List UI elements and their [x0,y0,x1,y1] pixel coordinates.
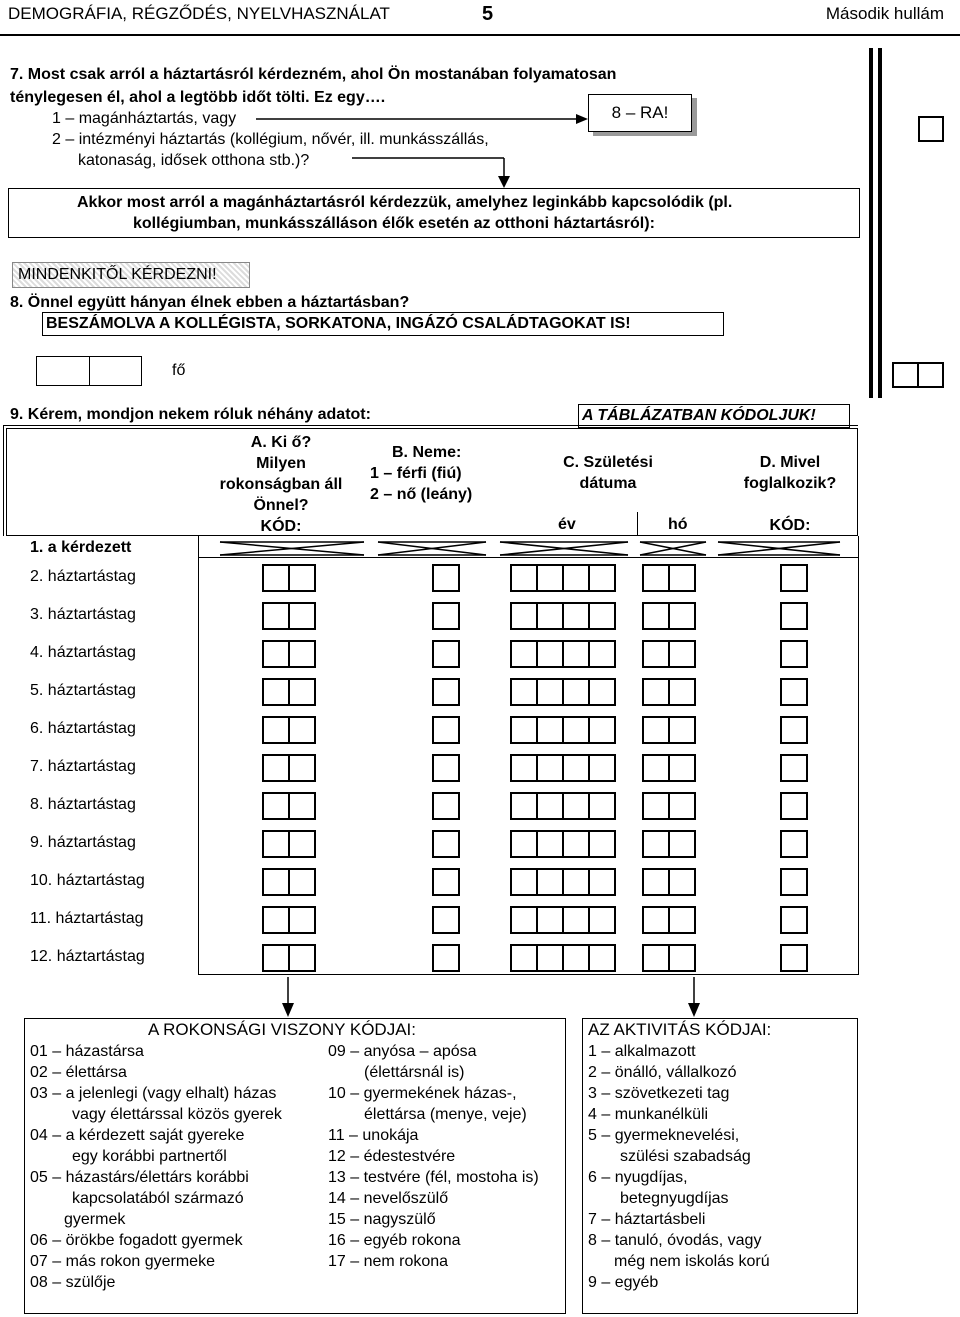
col-c-line1: C. Születési [563,454,653,471]
table-row-label: 11. háztartástag [30,910,144,927]
row-5-year-c-box[interactable] [510,678,538,706]
row-7-sex-b-box[interactable] [432,754,460,782]
row-12-month-c-box[interactable] [642,944,670,972]
row-8-year-c-box[interactable] [510,792,538,820]
code-item: 3 – szövetkezeti tag [588,1085,730,1102]
col-d-line2: foglalkozik? [743,475,837,492]
row-7-code-a-box[interactable] [262,754,290,782]
row-12-code-a-box[interactable] [288,944,316,972]
row-8-year-c-box[interactable] [562,792,590,820]
activity-title: AZ AKTIVITÁS KÓDJAI: [588,1020,772,1039]
row-3-year-c-box[interactable] [562,602,590,630]
page-number: 5 [482,3,494,25]
row-4-month-c-box[interactable] [668,640,696,668]
col-a-line2: Milyen [256,455,306,472]
row-6-activity-d-box[interactable] [780,716,808,744]
row-10-activity-d-box[interactable] [780,868,808,896]
code-item: 6 – nyugdíjas, [588,1169,688,1186]
code-item: 15 – nagyszülő [328,1211,436,1228]
row-2-year-c-box[interactable] [510,564,538,592]
wave-label: Második hullám [825,4,944,23]
code-item: 7 – háztartásbeli [588,1211,706,1228]
row-4-code-a-box[interactable] [288,640,316,668]
code-item: 16 – egyéb rokona [328,1232,461,1249]
row-6-month-c-box[interactable] [668,716,696,744]
row-10-year-c-box[interactable] [536,868,564,896]
code-item: kapcsolatából származó [72,1190,244,1207]
table-row-label: 12. háztartástag [30,948,145,965]
code-item: 5 – gyermeknevelési, [588,1127,740,1144]
code-item: 05 – házastárs/élettárs korábbi [30,1169,249,1186]
q7-followup-line1: Akkor most arról a magánháztartásról kérdezzük, amelyhez leginkább kapcsolódik (pl. [77,194,733,211]
row-10-sex-b-box[interactable] [432,868,460,896]
q7-text-line1: 7. Most csak arról a háztartásról kérdezném, ahol Ön mostanában folyamatosan [10,66,617,83]
col-d-code: KÓD: [769,517,811,534]
code-item: 02 – élettársa [30,1064,127,1081]
q7-followup-box [8,188,860,238]
row-3-year-c-box[interactable] [536,602,564,630]
row-10-month-c-box[interactable] [642,868,670,896]
row-11-sex-b-box[interactable] [432,906,460,934]
code-item: élettársa (menye, veje) [364,1106,527,1123]
row-7-month-c-box[interactable] [668,754,696,782]
code-item: vagy élettárssal közös gyerek [72,1106,282,1123]
row-10-month-c-box[interactable] [668,868,696,896]
row-11-code-a-box[interactable] [262,906,290,934]
col-b-line3: 2 – nő (leány) [370,486,473,503]
margin-bar-2 [878,48,882,398]
row-12-year-c-box[interactable] [588,944,616,972]
col-c-month: hó [668,516,688,533]
code-item: gyermek [64,1211,126,1228]
row-9-year-c-box[interactable] [562,830,590,858]
row-7-code-a-box[interactable] [288,754,316,782]
table-row-label: 1. a kérdezett [30,539,132,556]
row-5-year-c-box[interactable] [588,678,616,706]
row-6-year-c-box[interactable] [562,716,590,744]
col-b-line2: 1 – férfi (fiú) [370,465,462,482]
q8-digit-box-2[interactable] [89,356,142,386]
row-7-year-c-box[interactable] [588,754,616,782]
q7-option-2a: 2 – intézményi háztartás (kollégium, nővér, ill. munkásszállás, [52,131,489,148]
q8-question: 8. Önnel együtt hányan élnek ebben a háztartásban? [10,294,410,311]
code-item: 01 – házastársa [30,1043,144,1060]
row-3-code-a-box[interactable] [288,602,316,630]
code-item: szülési szabadság [620,1148,751,1165]
table-row-label: 10. háztartástag [30,872,145,889]
row-9-sex-b-box[interactable] [432,830,460,858]
row-10-code-a-box[interactable] [262,868,290,896]
code-item: 14 – nevelőszülő [328,1190,449,1207]
table-body-left-rule [198,536,199,975]
header-title: DEMOGRÁFIA, RÉGZŐDÉS, NYELVHASZNÁLAT [8,4,390,23]
row-7-year-c-box[interactable] [562,754,590,782]
q7-followup-line2: kollégiumban, munkásszálláson élők esetén az otthoni háztartásról): [133,215,655,232]
row-2-sex-b-box[interactable] [432,564,460,592]
row-3-activity-d-box[interactable] [780,602,808,630]
row-7-year-c-box[interactable] [510,754,538,782]
row-9-year-c-box[interactable] [510,830,538,858]
code-item: 10 – gyermekének házas-, [328,1085,517,1102]
code-item: 13 – testvére (fél, mostoha is) [328,1169,539,1186]
q8-digit-box-1[interactable] [36,356,90,386]
row-12-activity-d-box[interactable] [780,944,808,972]
row-12-year-c-box[interactable] [562,944,590,972]
row-8-code-a-box[interactable] [288,792,316,820]
row-6-year-c-box[interactable] [588,716,616,744]
row-12-year-c-box[interactable] [510,944,538,972]
code-item: 1 – alkalmazott [588,1043,696,1060]
table-row-label: 2. háztartástag [30,568,136,585]
row-8-year-c-box[interactable] [588,792,616,820]
row-11-year-c-box[interactable] [562,906,590,934]
row-2-year-c-box[interactable] [588,564,616,592]
code-item: (élettársnál is) [364,1064,465,1081]
row-6-sex-b-box[interactable] [432,716,460,744]
col-d-header [720,452,860,536]
row-8-month-c-box[interactable] [668,792,696,820]
table-row-label: 8. háztartástag [30,796,136,813]
row-10-year-c-box[interactable] [588,868,616,896]
q9-instruction: A TÁBLÁZATBAN KÓDOLJUK! [582,407,816,424]
row-7-month-c-box[interactable] [642,754,670,782]
row-3-year-c-box[interactable] [510,602,538,630]
col-a-header [200,432,362,537]
q8-note: BESZÁMOLVA A KOLLÉGISTA, SORKATONA, INGÁZÓ CSALÁDTAGOKAT IS! [46,315,631,332]
row-12-sex-b-box[interactable] [432,944,460,972]
row-7-year-c-box[interactable] [536,754,564,782]
row-12-code-a-box[interactable] [262,944,290,972]
q7-answer-box[interactable] [918,116,944,142]
col-a-line1: A. Ki ő? [250,434,312,451]
code-item: egy korábbi partnertől [72,1148,227,1165]
row-4-month-c-box[interactable] [642,640,670,668]
row-8-sex-b-box[interactable] [432,792,460,820]
table-row-label: 7. háztartástag [30,758,136,775]
q8-code-box-2[interactable] [917,362,944,388]
row-4-year-c-box[interactable] [588,640,616,668]
table-body-right-rule [858,536,859,975]
q8-instruction: MINDENKITŐL KÉRDEZNI! [18,266,217,283]
col-a-line4: Önnel? [253,497,309,514]
row-3-month-c-box[interactable] [642,602,670,630]
q9-question: 9. Kérem, mondjon nekem róluk néhány adatot: [10,406,371,423]
row1-crossed-cells [0,530,960,560]
table-row-label: 5. háztartástag [30,682,136,699]
row-2-activity-d-box[interactable] [780,564,808,592]
code-item: 07 – más rokon gyermeke [30,1253,215,1270]
code-item: 04 – a kérdezett saját gyereke [30,1127,245,1144]
row-8-activity-d-box[interactable] [780,792,808,820]
row-10-code-a-box[interactable] [288,868,316,896]
row-2-code-a-box[interactable] [262,564,290,592]
table-row-label: 4. háztartástag [30,644,136,661]
row-8-month-c-box[interactable] [642,792,670,820]
row-5-month-c-box[interactable] [668,678,696,706]
col-b-header [370,442,472,505]
q8-code-box-1[interactable] [892,362,919,388]
row-2-year-c-box[interactable] [562,564,590,592]
row-4-year-c-box[interactable] [510,640,538,668]
row-4-code-a-box[interactable] [262,640,290,668]
row-6-month-c-box[interactable] [642,716,670,744]
code-item: 08 – szülője [30,1274,116,1291]
row-2-month-c-box[interactable] [668,564,696,592]
code-item: 03 – a jelenlegi (vagy elhalt) házas [30,1085,277,1102]
row-12-month-c-box[interactable] [668,944,696,972]
row-10-year-c-box[interactable] [562,868,590,896]
row-9-month-c-box[interactable] [642,830,670,858]
code-item: 17 – nem rokona [328,1253,449,1270]
code-item: 9 – egyéb [588,1274,659,1291]
row-11-year-c-box[interactable] [588,906,616,934]
col-a-line3: rokonságban áll [219,476,343,493]
row-5-month-c-box[interactable] [642,678,670,706]
code-item: 06 – örökbe fogadott gyermek [30,1232,243,1249]
goto-box: 8 – RA! [588,94,692,132]
row-6-code-a-box[interactable] [262,716,290,744]
row-6-year-c-box[interactable] [536,716,564,744]
code-item: 12 – édestestvére [328,1148,456,1165]
row-2-year-c-box[interactable] [536,564,564,592]
row-11-activity-d-box[interactable] [780,906,808,934]
table-row-label: 9. háztartástag [30,834,136,851]
row-5-year-c-box[interactable] [536,678,564,706]
row-5-code-a-box[interactable] [262,678,290,706]
col-d-line1: D. Mivel [759,454,821,471]
row-5-activity-d-box[interactable] [780,678,808,706]
row-7-activity-d-box[interactable] [780,754,808,782]
row-4-activity-d-box[interactable] [780,640,808,668]
q7-text-line2: ténylegesen él, ahol a legtöbb időt tölti. Ez egy…. [10,89,386,106]
row-3-month-c-box[interactable] [668,602,696,630]
row-3-year-c-box[interactable] [588,602,616,630]
code-item: betegnyugdíjas [620,1190,729,1207]
row-4-year-c-box[interactable] [536,640,564,668]
col-c-line2: dátuma [579,475,637,492]
margin-bar-1 [869,48,873,398]
row-8-code-a-box[interactable] [262,792,290,820]
row-6-year-c-box[interactable] [510,716,538,744]
row-3-sex-b-box[interactable] [432,602,460,630]
q7-option-1: 1 – magánháztartás, vagy [52,110,237,127]
row-4-year-c-box[interactable] [562,640,590,668]
code-item: még nem iskolás korú [614,1253,770,1270]
row-11-month-c-box[interactable] [642,906,670,934]
row-11-year-c-box[interactable] [510,906,538,934]
row-9-code-a-box[interactable] [288,830,316,858]
row-2-code-a-box[interactable] [288,564,316,592]
row-5-code-a-box[interactable] [288,678,316,706]
col-b-line1: B. Neme: [392,444,462,461]
code-arrows [0,975,960,1020]
row-8-year-c-box[interactable] [536,792,564,820]
code-item: 2 – önálló, vállalkozó [588,1064,737,1081]
row-9-code-a-box[interactable] [262,830,290,858]
q7-option-2b: katonaság, idősek otthona stb.)? [78,152,310,169]
row-12-year-c-box[interactable] [536,944,564,972]
code-item: 8 – tanuló, óvodás, vagy [588,1232,762,1249]
code-item: 11 – unokája [328,1127,419,1144]
row-9-year-c-box[interactable] [588,830,616,858]
col-c-header [528,452,688,494]
row-3-code-a-box[interactable] [262,602,290,630]
row-11-month-c-box[interactable] [668,906,696,934]
row-9-month-c-box[interactable] [668,830,696,858]
row-9-year-c-box[interactable] [536,830,564,858]
row-2-month-c-box[interactable] [642,564,670,592]
table-row-label: 3. háztartástag [30,606,136,623]
row-6-code-a-box[interactable] [288,716,316,744]
kinship-title: A ROKONSÁGI VISZONY KÓDJAI: [148,1020,416,1039]
col-a-code: KÓD: [260,518,302,535]
code-item: 4 – munkanélküli [588,1106,709,1123]
code-item: 09 – anyósa – apósa [328,1043,477,1060]
row-11-year-c-box[interactable] [536,906,564,934]
row-9-activity-d-box[interactable] [780,830,808,858]
q8-unit: fő [172,362,186,379]
row-5-sex-b-box[interactable] [432,678,460,706]
col-c-year: év [558,516,576,533]
row-11-code-a-box[interactable] [288,906,316,934]
row-4-sex-b-box[interactable] [432,640,460,668]
row-5-year-c-box[interactable] [562,678,590,706]
row-10-year-c-box[interactable] [510,868,538,896]
table-row-label: 6. háztartástag [30,720,136,737]
